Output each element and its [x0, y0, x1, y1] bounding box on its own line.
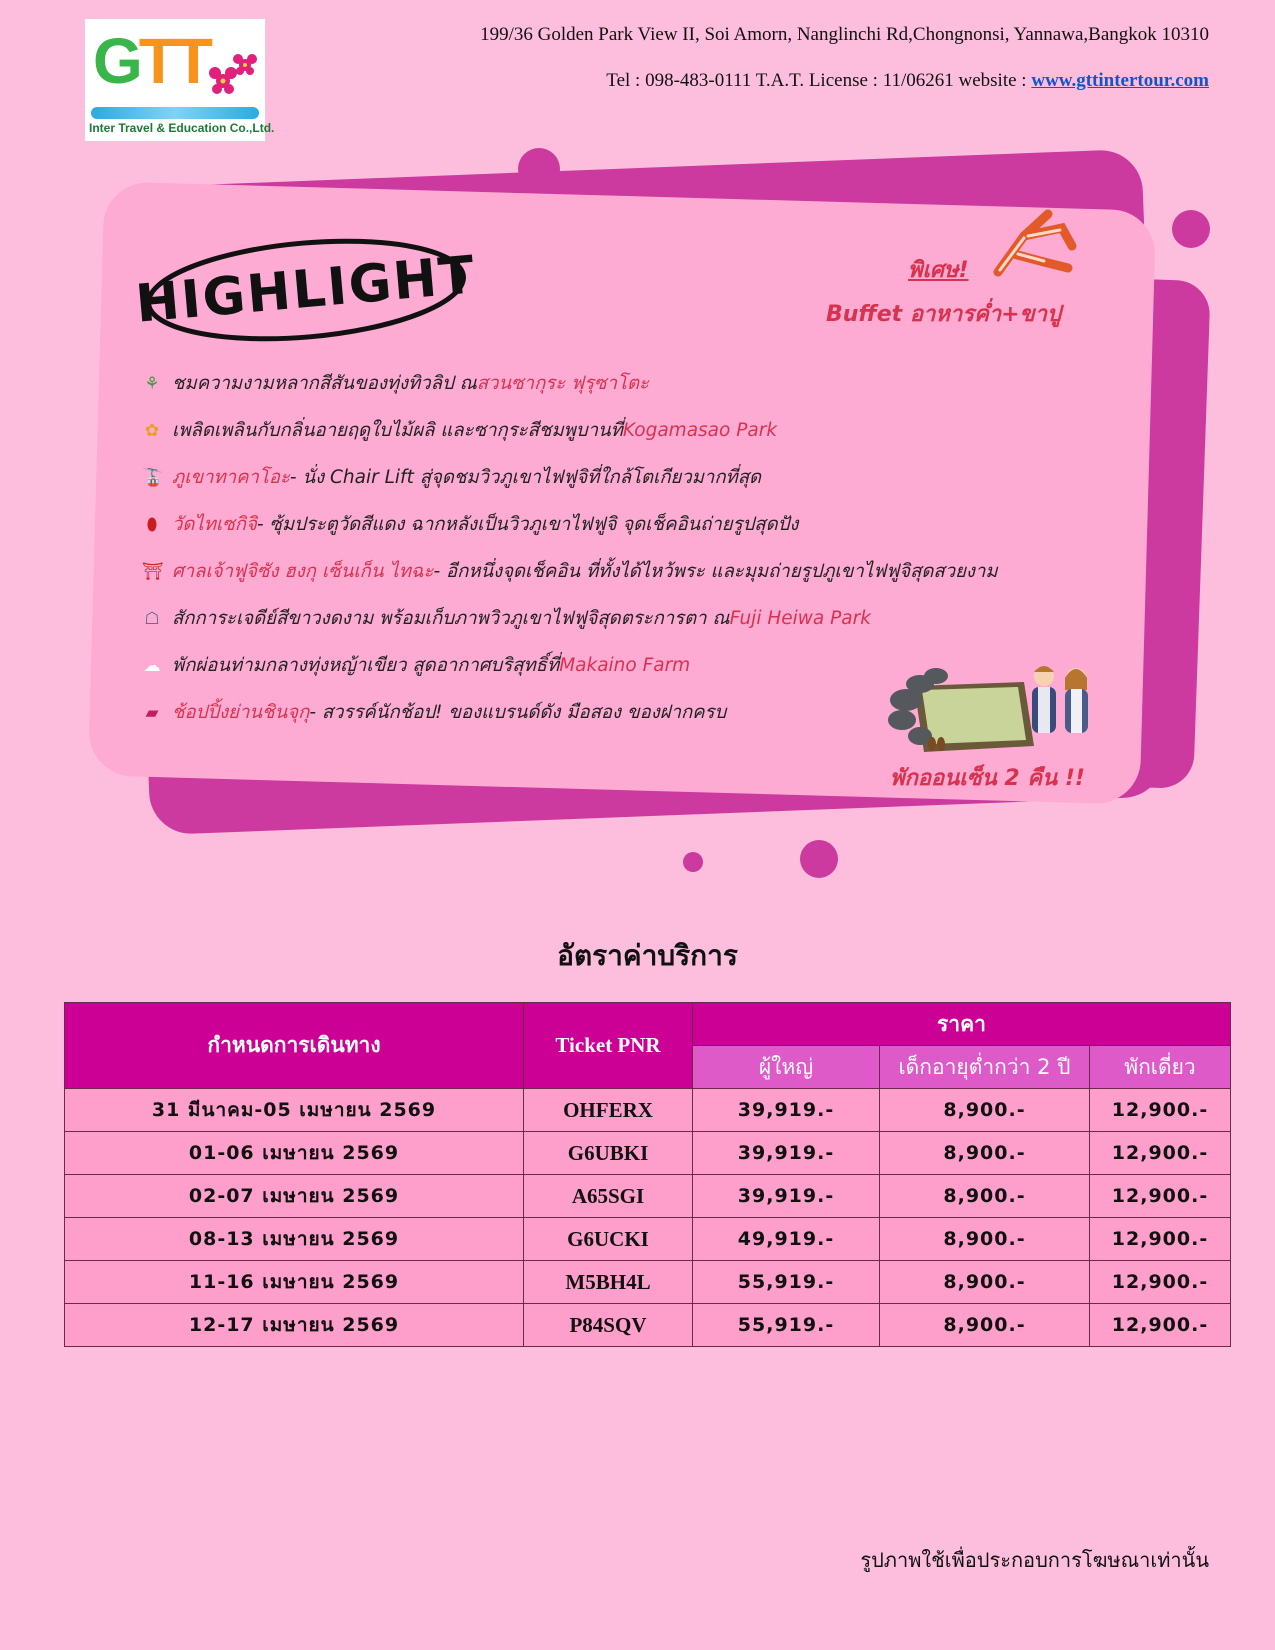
onsen-text: พักออนเซ็น 2 คืน !!: [890, 766, 1085, 791]
highlight-description: สักการะเจดีย์สีขาวงดงาม พร้อมเก็บภาพวิวภูเขาไฟฟูจิสุดตระการตา ณ: [172, 608, 730, 629]
logo-wave: [91, 107, 259, 119]
highlight-item: [142, 548, 998, 595]
cell-single-price: 12,900.-: [1090, 1089, 1231, 1132]
cell-date: 02-07 เมษายน 2569: [65, 1175, 524, 1218]
cell-adult-price: 39,919.-: [693, 1175, 880, 1218]
tulip-icon: ⚘: [144, 373, 160, 394]
logo-letter-t1: T: [138, 25, 174, 97]
logo-mark: [93, 23, 209, 99]
highlight-item: [142, 642, 998, 689]
price-row: [65, 1261, 1231, 1304]
price-row: [65, 1175, 1231, 1218]
cell-single-price: 12,900.-: [1090, 1175, 1231, 1218]
cell-single-price: 12,900.-: [1090, 1218, 1231, 1261]
highlight-place-name: ภูเขาทาคาโอะ: [172, 467, 290, 488]
cell-single-price: 12,900.-: [1090, 1132, 1231, 1175]
website-link[interactable]: www.gttintertour.com: [1031, 70, 1209, 91]
price-table-body: [65, 1089, 1231, 1347]
highlight-place-name: ช้อปปิ้งย่านชินจุกุ: [172, 702, 310, 723]
highlight-description: เพลิดเพลินกับกลิ่นอายฤดูใบไม้ผลิ และซากุระสีชมพูบานที่: [172, 420, 623, 441]
header-child: เด็กอายุต่ำกว่า 2 ปี: [880, 1046, 1090, 1089]
cell-pnr: G6UCKI: [524, 1218, 693, 1261]
decor-bubble: [1172, 210, 1210, 248]
highlight-description: ชมความงามหลากสีสันของทุ่งทิวลิป ณ: [172, 373, 477, 394]
cell-single-price: 12,900.-: [1090, 1261, 1231, 1304]
highlight-item: [142, 689, 998, 736]
contact-text: Tel : 098-483-0111 T.A.T. License : 11/06261 website :: [606, 70, 1032, 91]
highlight-badge: [133, 236, 479, 344]
cell-adult-price: 39,919.-: [693, 1089, 880, 1132]
highlight-place-name: วัดไทเซกิจิ: [172, 514, 257, 535]
logo-caption: Inter Travel & Education Co.,Ltd.: [89, 121, 275, 135]
shopping-bags-icon: ▰: [145, 702, 159, 723]
cell-child-price: 8,900.-: [880, 1089, 1090, 1132]
cell-pnr: M5BH4L: [524, 1261, 693, 1304]
highlight-place-name: Kogamasao Park: [622, 420, 778, 441]
torii-icon: ⛩: [142, 561, 164, 582]
highlight-description: - อีกหนึ่งจุดเช็คอิน ที่ทั้งได้ไหว้พระ และมุมถ่ายรูปภูเขาไฟฟูจิสุดสวยงาม: [433, 561, 998, 582]
highlight-description: พักผ่อนท่ามกลางทุ่งหญ้าเขียว สูดอากาศบริสุทธิ์ที่: [172, 655, 560, 676]
cell-date: 01-06 เมษายน 2569: [65, 1132, 524, 1175]
highlight-item: [142, 407, 998, 454]
cell-child-price: 8,900.-: [880, 1261, 1090, 1304]
decor-bubble: [518, 148, 560, 190]
crab-leg-icon: [984, 206, 1080, 286]
orchid-icon: [205, 51, 261, 103]
highlight-item: [142, 454, 998, 501]
cell-pnr: A65SGI: [524, 1175, 693, 1218]
decor-bubble: [800, 840, 838, 878]
price-row: [65, 1132, 1231, 1175]
cell-date: 11-16 เมษายน 2569: [65, 1261, 524, 1304]
image-disclaimer: รูปภาพใช้เพื่อประกอบการโฆษณาเท่านั้น: [860, 1548, 1209, 1572]
highlight-title: HIGHLIGHT: [133, 245, 479, 335]
cell-adult-price: 55,919.-: [693, 1304, 880, 1347]
decor-bubble: [683, 852, 703, 872]
sheep-icon: ☁: [143, 655, 161, 676]
cell-pnr: G6UBKI: [524, 1132, 693, 1175]
highlight-place-name: สวนซากุระ ฟุรุซาโตะ: [476, 373, 649, 394]
highlight-description: - นั่ง Chair Lift สู่จุดชมวิวภูเขาไฟฟูจิที่ใกล้โตเกียวมากที่สุด: [289, 467, 762, 488]
highlight-place-name: Fuji Heiwa Park: [729, 608, 871, 629]
cell-pnr: OHFERX: [524, 1089, 693, 1132]
lantern-icon: ⬮: [146, 514, 158, 535]
cell-single-price: 12,900.-: [1090, 1304, 1231, 1347]
cell-child-price: 8,900.-: [880, 1218, 1090, 1261]
highlight-place-name: Makaino Farm: [559, 655, 691, 676]
pagoda-icon: ☖: [144, 608, 160, 629]
company-logo: [84, 18, 275, 142]
highlight-item: [142, 595, 998, 642]
cell-child-price: 8,900.-: [880, 1132, 1090, 1175]
price-row: [65, 1304, 1231, 1347]
highlight-item: [142, 501, 998, 548]
cell-adult-price: 39,919.-: [693, 1132, 880, 1175]
header-schedule: กำหนดการเดินทาง: [65, 1003, 524, 1089]
cell-adult-price: 55,919.-: [693, 1261, 880, 1304]
cell-date: 31 มีนาคม-05 เมษายน 2569: [65, 1089, 524, 1132]
cell-adult-price: 49,919.-: [693, 1218, 880, 1261]
price-table: [64, 1002, 1231, 1347]
logo-letter-g: G: [93, 25, 139, 97]
logo-letter-t2: T: [173, 25, 209, 97]
cell-child-price: 8,900.-: [880, 1304, 1090, 1347]
cell-child-price: 8,900.-: [880, 1175, 1090, 1218]
buffet-text: Buffet อาหารค่ำ+ขาปู: [826, 302, 1061, 327]
highlight-description: - สวรรค์นักช้อป! ของแบรนด์ดัง มือสอง ของฝากครบ: [309, 702, 727, 723]
special-label: พิเศษ!: [908, 258, 969, 283]
price-row: [65, 1089, 1231, 1132]
cell-pnr: P84SQV: [524, 1304, 693, 1347]
price-row: [65, 1218, 1231, 1261]
company-contact: [606, 70, 1209, 92]
cell-date: 12-17 เมษายน 2569: [65, 1304, 524, 1347]
rates-title: อัตราค่าบริการ: [557, 939, 738, 972]
header-single: พักเดี่ยว: [1090, 1046, 1231, 1089]
header-adult: ผู้ใหญ่: [693, 1046, 880, 1089]
blossom-icon: ✿: [144, 420, 160, 441]
highlight-list: [142, 360, 998, 736]
company-address: 199/36 Golden Park View II, Soi Amorn, Nanglinchi Rd,Chongnonsi, Yannawa,Bangkok 10310: [480, 24, 1209, 45]
highlight-description: - ซุ้มประตูวัดสีแดง ฉากหลังเป็นวิวภูเขาไฟฟูจิ จุดเช็คอินถ่ายรูปสุดปัง: [256, 514, 799, 535]
highlight-item: [142, 360, 998, 407]
header-pnr: Ticket PNR: [524, 1003, 693, 1089]
highlight-place-name: ศาลเจ้าฟูจิซัง ฮงกุ เซ็นเก็น ไทฉะ: [172, 561, 434, 582]
cell-date: 08-13 เมษายน 2569: [65, 1218, 524, 1261]
header-price: ราคา: [693, 1003, 1231, 1046]
cable-car-icon: 🚡: [142, 467, 164, 488]
